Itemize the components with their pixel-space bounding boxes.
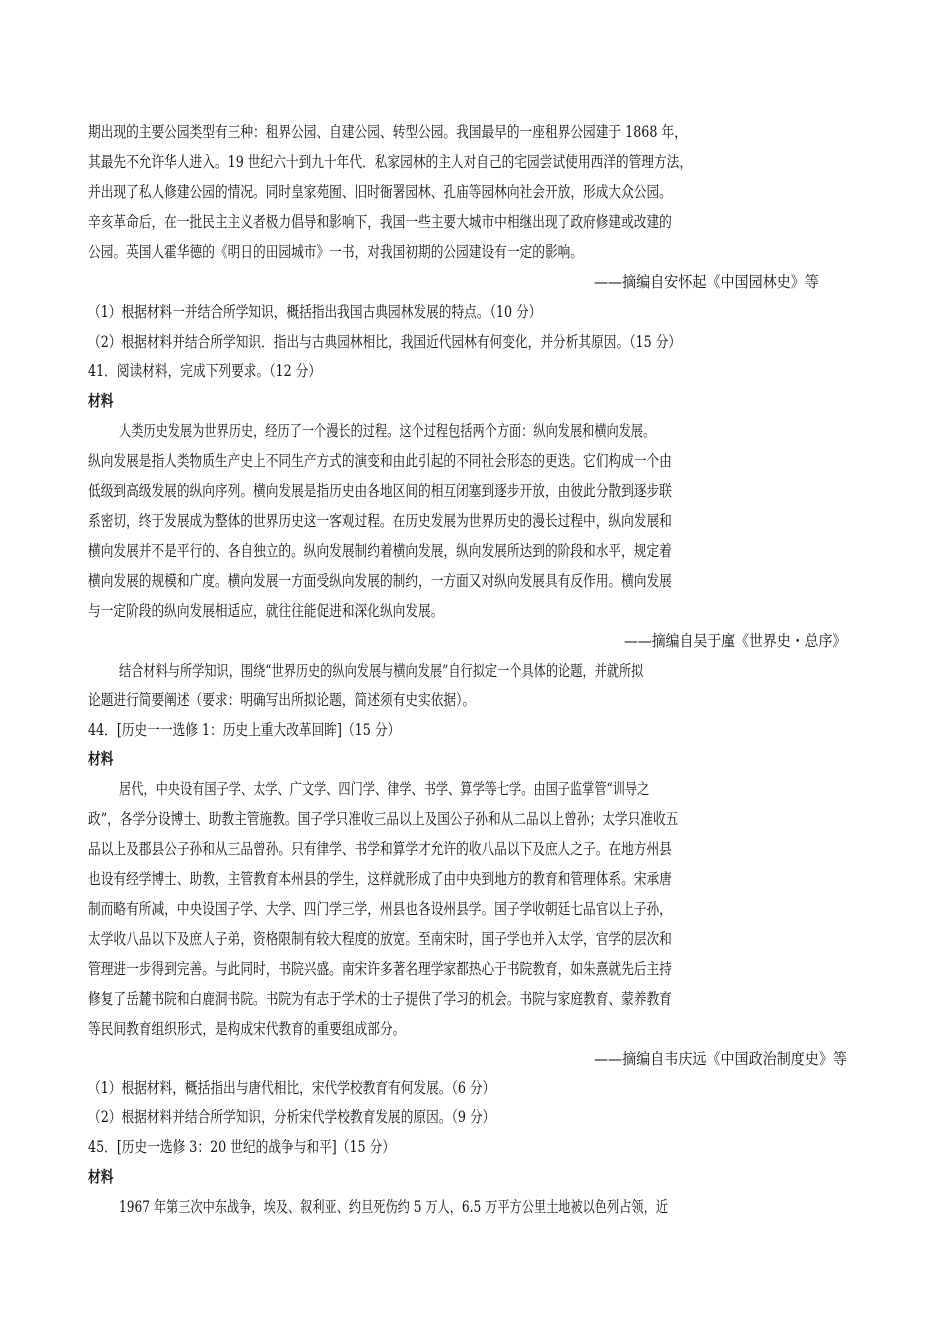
q44-heading: 44．[历史一一选修 1：历史上重大改革回眸]（15 分） (88, 721, 401, 739)
passage-1-line: 其最先不允许华人进入。19 世纪六十到九十年代．私家园林的主人对自己的宅园尝试使用西洋的管理方法， (88, 153, 693, 171)
passage-1-line: 公园。英国人霍华德的《明日的田园城市》一书，对我国初期的公园建设有一定的影响。 (88, 243, 584, 261)
q41-task-line: 结合材料与所学知识，围绕“世界历史的纵向发展与横向发展”自行拟定一个具体的论题，并就所拟 (119, 662, 644, 680)
q44-material-line: 居代，中央设有国子学、太学、广文学、四门学、律学、书学、算学等七学。由国子监掌管“训导之 (119, 780, 650, 798)
q41-material-line: 纵向发展是指人类物质生产史上不同生产方式的演变和由此引起的不同社会形态的更迭。它们构成一个由 (88, 452, 672, 470)
q41-material-line: 横向发展并不是平行的、各自独立的。纵向发展制约着横向发展，纵向发展所达到的阶段和水平，规定着 (88, 542, 672, 560)
q44-question-1: （1）根据材料，概括指出与唐代相比，宋代学校教育有何发展。（6 分） (88, 1079, 496, 1097)
q45-material-label: 材料 (88, 1167, 114, 1186)
q45-heading: 45．[历史一选修 3：20 世纪的战争与和平]（15 分） (88, 1138, 396, 1156)
q44-material-line: 太学收八品以下及庶人子弟，资格限制有较大程度的放宽。至南宋时，国子学也并入太学，官学的层次和 (88, 930, 672, 948)
q41-heading: 41．阅读材料，完成下列要求。（12 分） (88, 362, 322, 380)
q41-task-line: 论题进行简要阐述（要求：明确写出所拟论题，简述须有史实依据）。 (88, 691, 476, 709)
q44-material-line: 管理进一步得到完善。与此同时，书院兴盛。南宋许多著名理学家都热心于书院教育，如朱熹就先后主持 (88, 960, 672, 978)
passage-1-line: 辛亥革命后，在一批民主主义者极力倡导和影响下，我国一些主要大城市中相继出现了政府修建或改建的 (88, 213, 672, 231)
q41-material-line: 低级到高级发展的纵向序列。横向发展是指历史由各地区间的相互闭塞到逐步开放，由彼此分散到逐步联 (88, 482, 672, 500)
passage-1-source: ——摘编自安怀起《中国园林史》等 (594, 273, 819, 291)
passage-1-line: 并出现了私人修建公园的情况。同时皇家苑囿、旧时衙署园林、孔庙等园林向社会开放，形成大众公园。 (88, 183, 672, 201)
q44-material-line: 制而略有所减，中央设国子学、大学、四门学三学，州县也各设州县学。国子学收朝廷七品官以上子孙， (88, 900, 672, 918)
q41-material-line: 与一定阶段的纵向发展相适应，就往往能促进和深化纵向发展。 (88, 602, 444, 620)
q40-question-2: （2）根据材料并结合所学知识．指出与古典园林相比，我国近代园林有何变化，并分析其原因。（15 分） (88, 333, 682, 351)
q41-material-line: 人类历史发展为世界历史，经历了一个漫长的过程。这个过程包括两个方面：纵向发展和横向发展。 (119, 422, 656, 440)
q40-question-1: （1）根据材料一并结合所学知识，概括指出我国古典园林发展的特点。（10 分） (88, 303, 542, 321)
q44-material-line: 等民间教育组织形式，是构成宋代教育的重要组成部分。 (88, 1020, 406, 1038)
q44-material-line: 也设有经学博士、助教，主管教育本州县的学生，这样就形成了由中央到地方的教育和管理体系。宋承唐 (88, 870, 672, 888)
q41-material-line: 横向发展的规模和广度。横向发展一方面受纵向发展的制约，一方面又对纵向发展具有反作用。横向发展 (88, 572, 672, 590)
q41-source: ——摘编自吴于廑《世界史・总序》 (624, 632, 847, 650)
q41-material-label: 材料 (88, 391, 114, 410)
q44-material-line: 政”，各学分设博士、助教主管施教。国子学只准收三品以上及国公子孙和从二品以上曾孙；太学只准收五 (88, 810, 679, 828)
q44-material-label: 材料 (88, 749, 114, 768)
q44-source: ——摘编自韦庆远《中国政治制度史》等 (594, 1050, 847, 1068)
q44-material-line: 品以上及郡县公子孙和从三品曾孙。只有律学、书学和算学才允许的收八品以下及庶人之子。在地方州县 (88, 840, 672, 858)
q44-material-line: 修复了岳麓书院和白鹿洞书院。书院为有志于学术的士子提供了学习的机会。书院与家庭教育、蒙养教育 (88, 990, 672, 1008)
q44-question-2: （2）根据材料并结合所学知识，分析宋代学校教育发展的原因。（9 分） (88, 1108, 496, 1126)
q41-material-line: 系密切，终于发展成为整体的世界历史这一客观过程。在历史发展为世界历史的漫长过程中，纵向发展和 (88, 512, 672, 530)
q45-material-line: 1967 年第三次中东战争，埃及、叙利亚、约旦死伤约 5 万人，6.5 万平方公里土地被以色列占领，近 (119, 1198, 668, 1216)
passage-1-line: 期出现的主要公园类型有三种：租界公园、自建公园、转型公园。我国最早的一座租界公园建于 1868 年， (88, 123, 687, 141)
